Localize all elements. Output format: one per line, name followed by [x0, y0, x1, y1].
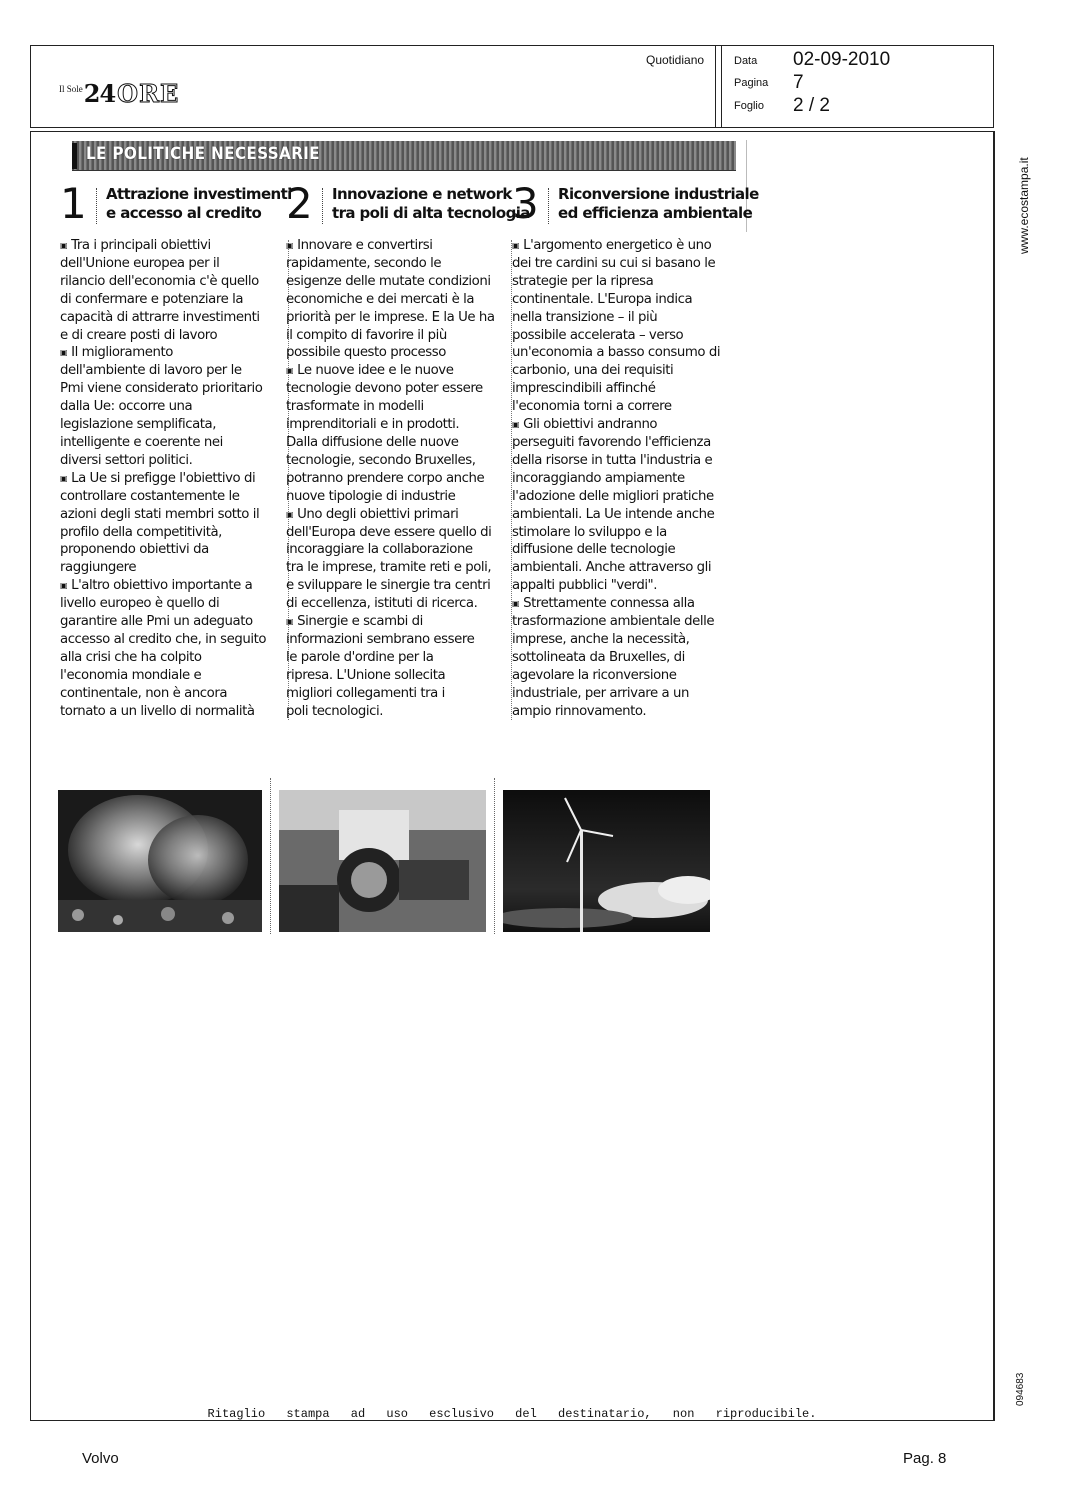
text-line: diversi settori politici.: [60, 452, 193, 468]
column-number: 3: [512, 179, 539, 228]
text-line: ▣ Le nuove idee e le nuove: [286, 362, 504, 380]
text-line: di eccellenza, istituti di ricerca.: [286, 596, 478, 612]
column-number: 2: [286, 179, 313, 228]
logo-name: ORE: [117, 79, 180, 108]
text-line: ▣ L'altro obiettivo importante a: [60, 577, 278, 595]
text-line: un'economia a basso consumo di: [512, 345, 721, 361]
text-line: profilo della competitività,: [60, 524, 222, 540]
text-line: dell'Unione europea per il: [60, 255, 220, 271]
foglio-value: 2 / 2: [793, 95, 830, 116]
photo-hands: [58, 790, 262, 932]
document-header: [30, 45, 994, 128]
sidebar-divider: [994, 131, 995, 1421]
text-line: ▣ Sinergie e scambi di: [286, 613, 504, 631]
text-line: possibile questo processo: [286, 345, 446, 361]
text-line: trasformazione ambientale delle: [512, 614, 715, 630]
column-heading: [512, 179, 759, 232]
photo-wind-turbine: [503, 790, 710, 932]
text-line: ▣ Strettamente connessa alla: [512, 595, 730, 613]
text-line: migliori collegamenti tra i: [286, 685, 445, 701]
text-line: continentale, non è ancora: [60, 685, 228, 701]
photo-industry: [279, 790, 486, 932]
text-line: poli tecnologici.: [286, 703, 384, 719]
column-heading: [286, 179, 530, 232]
text-line: ambientali. La Ue intende anche: [512, 506, 715, 522]
text-line: accesso al credito che, in seguito: [60, 631, 267, 647]
text-line: l'adozione delle migliori pratiche: [512, 488, 714, 504]
text-line: priorità per le imprese. E la Ue ha: [286, 309, 495, 325]
newspaper-logo: [59, 80, 179, 108]
text-line: ambientali. Anche attraverso gli: [512, 560, 712, 576]
text-line: ripresa. L'Unione sollecita: [286, 667, 446, 683]
text-line: economiche e dei mercati è la: [286, 291, 475, 307]
text-line: incoraggiare la collaborazione: [286, 542, 473, 558]
column-title-line2: tra poli di alta tecnologia: [332, 204, 530, 222]
text-line: alla crisi che ha colpito: [60, 649, 202, 665]
text-line: tecnologie, secondo Bruxelles,: [286, 452, 476, 468]
text-line: nella transizione – il più: [512, 309, 658, 325]
text-line: ▣ Tra i principali obiettivi: [60, 237, 278, 255]
column-title-line1: Attrazione investimenti: [106, 185, 292, 203]
text-line: proponendo obiettivi da: [60, 542, 209, 558]
data-value: 02-09-2010: [793, 49, 891, 70]
text-line: incoraggiando ampiamente: [512, 470, 685, 486]
text-line: informazioni sembrano essere: [286, 631, 475, 647]
pagina-label: Pagina: [734, 77, 769, 89]
text-line: possibile accelerata – verso: [512, 327, 684, 343]
text-line: ▣ L'argomento energetico è uno: [512, 237, 730, 255]
text-line: esigenze delle mutate condizioni: [286, 273, 491, 289]
text-line: capacità di attrarre investimenti: [60, 309, 260, 325]
text-line: dell'ambiente di lavoro per le: [60, 363, 242, 379]
text-line: imprescindibili affinché: [512, 381, 656, 397]
text-line: dell'Europa deve essere quello di: [286, 524, 492, 540]
text-line: stimolare lo sviluppo e la: [512, 524, 667, 540]
text-line: trasformate in modelli: [286, 399, 424, 415]
text-line: dalla Ue: occorre una: [60, 399, 193, 415]
side-code: 094683: [1015, 1372, 1026, 1406]
text-line: controllare costantemente le: [60, 488, 240, 504]
footer-client: Volvo: [82, 1450, 119, 1467]
column-body: [286, 237, 504, 720]
text-line: tra le imprese, tramite reti e poli,: [286, 560, 492, 576]
text-line: dei tre cardini su cui si basano le: [512, 255, 716, 271]
text-line: nuove tipologie di industrie: [286, 488, 456, 504]
copyright-note: Ritaglio stampa ad uso esclusivo del destinatario, non riproducibile.: [207, 1407, 817, 1421]
section-banner: [72, 141, 736, 171]
column-3: [512, 179, 759, 720]
text-line: Dalla diffusione delle nuove: [286, 434, 459, 450]
column-title-line2: ed efficienza ambientale: [558, 204, 753, 222]
logo-number: 24: [83, 79, 116, 108]
column-title-line1: Innovazione e network: [332, 185, 512, 203]
footer-page-number: Pag. 8: [903, 1450, 947, 1467]
column-1: [60, 179, 292, 720]
text-line: imprenditoriali e in prodotti.: [286, 417, 460, 433]
text-line: ▣ Innovare e convertirsi: [286, 237, 504, 255]
text-line: perseguiti favorendo l'efficienza: [512, 434, 711, 450]
text-line: rilancio dell'economia c'è quello: [60, 273, 259, 289]
text-line: ampio rinnovamento.: [512, 703, 647, 719]
banner-title: LE POLITICHE NECESSARIE: [86, 144, 320, 164]
text-line: imprese, anche la necessità,: [512, 631, 690, 647]
text-line: di confermare e potenziare la: [60, 291, 244, 307]
text-line: continentale. L'Europa indica: [512, 291, 693, 307]
text-line: tecnologie devono poter essere: [286, 381, 483, 397]
column-title-line1: Riconversione industriale: [558, 185, 759, 203]
text-line: raggiungere: [60, 560, 137, 576]
text-line: livello europeo è quello di: [60, 596, 220, 612]
text-line: e sviluppare le sinergie tra centri: [286, 578, 491, 594]
text-line: potranno prendere corpo anche: [286, 470, 485, 486]
column-body: [512, 237, 730, 720]
column-number: 1: [60, 179, 87, 228]
text-line: rapidamente, secondo le: [286, 255, 442, 271]
text-line: diffusione delle tecnologie: [512, 542, 676, 558]
data-label: Data: [734, 55, 758, 67]
text-line: strategie per la ripresa: [512, 273, 654, 289]
text-line: legislazione semplificata,: [60, 417, 217, 433]
logo-prefix: Il Sole: [59, 84, 83, 94]
side-url: www.ecostampa.it: [1017, 157, 1031, 254]
text-line: intelligente e coerente nei: [60, 434, 223, 450]
text-line: l'economia torni a correre: [512, 399, 672, 415]
foglio-label: Foglio: [734, 100, 764, 112]
column-body: [60, 237, 278, 720]
pagina-value: 7: [793, 72, 804, 93]
text-line: appalti pubblici "verdi".: [512, 578, 658, 594]
text-line: tornato a un livello di normalità: [60, 703, 255, 719]
text-line: azioni degli stati membri sotto il: [60, 506, 260, 522]
text-line: l'economia mondiale e: [60, 667, 202, 683]
text-line: della risorse in tutta l'industria e: [512, 452, 713, 468]
text-line: agevolare la riconversione: [512, 667, 677, 683]
text-line: e di creare posti di lavoro: [60, 327, 218, 343]
text-line: ▣ Uno degli obiettivi primari: [286, 506, 504, 524]
text-line: carbonio, una dei requisiti: [512, 363, 674, 379]
text-line: garantire alle Pmi un adeguato: [60, 614, 253, 630]
text-line: ▣ Il miglioramento: [60, 344, 278, 362]
text-line: ▣ La Ue si prefigge l'obiettivo di: [60, 470, 278, 488]
column-2: [286, 179, 530, 720]
text-line: industriale, per arrivare a un: [512, 685, 689, 701]
text-line: Pmi viene considerato prioritario: [60, 381, 263, 397]
header-divider: [715, 46, 716, 127]
column-heading: [60, 179, 292, 232]
header-divider: [721, 46, 722, 127]
text-line: il compito di favorire il più: [286, 327, 447, 343]
text-line: le parole d'ordine per la: [286, 649, 434, 665]
publication-type: Quotidiano: [646, 53, 705, 67]
text-line: ▣ Gli obiettivi andranno: [512, 416, 730, 434]
column-title-line2: e accesso al credito: [106, 204, 262, 222]
text-line: sottolineata da Bruxelles, di: [512, 649, 685, 665]
